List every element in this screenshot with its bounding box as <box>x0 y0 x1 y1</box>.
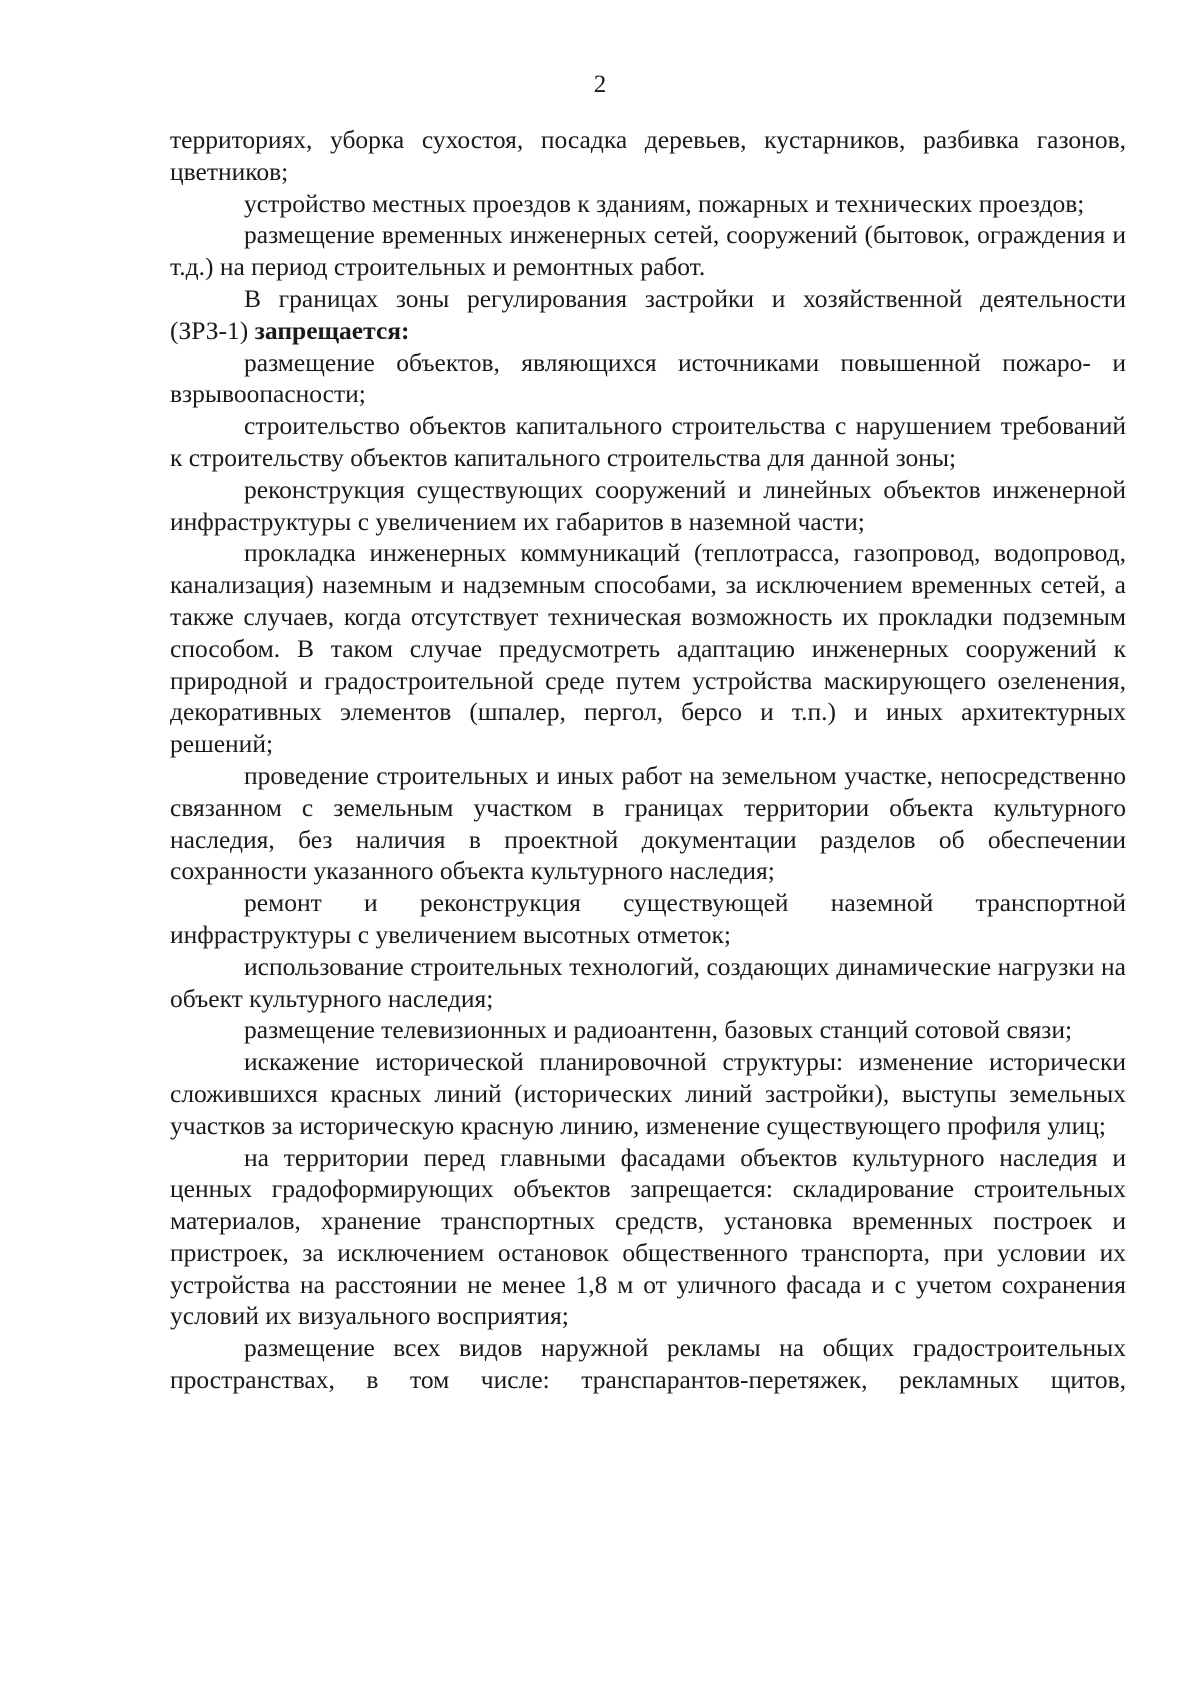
document-body <box>170 124 1126 1396</box>
paragraph-7: реконструкция существующих сооружений и линейных объектов инженерной инфраструктуры с увеличением их габаритов в наземной части; <box>170 474 1126 536</box>
paragraph-6: строительство объектов капитального строительства с нарушением требований к строительству объектов капитального строительства для данной зоны; <box>170 411 1126 472</box>
paragraph-8: прокладка инженерных коммуникаций (теплотрасса, газопровод, водопровод, канализация) наземным и надземным способами, за исключением временных сетей, а также случаев, когда отсутствует техническая возможность их прокладки подземным способом. В таком случае предусмотреть адаптацию инженерных сооружений к природной и градостроительной среде путем устройства маскирующего озеленения, декоративных элементов (шпалер, пергол, берсо и т.п.) и иных архитектурных решений; <box>170 538 1126 759</box>
paragraph-12: размещение телевизионных и радиоантенн, базовых станций сотовой связи; <box>244 1015 1073 1045</box>
paragraph-5: размещение объектов, являющихся источниками повышенной пожаро- и взрывоопасности; <box>170 347 1126 409</box>
paragraph-11: использование строительных технологий, создающих динамические нагрузки на объект культурного наследия; <box>170 951 1126 1013</box>
prohibited-heading: запрещается: <box>254 315 410 345</box>
paragraph-4 <box>170 283 1126 347</box>
paragraph-10: ремонт и реконструкция существующей наземной транспортной инфраструктуры с увеличением высотных отметок; <box>170 888 1126 949</box>
paragraph-1: территориях, уборка сухостоя, посадка деревьев, кустарников, разбивка газонов, цветников; <box>170 125 1126 186</box>
paragraph-14: на территории перед главными фасадами объектов культурного наследия и ценных градоформирующих объектов запрещается: складирование строительных материалов, хранение транспортных средств, установка временных построек и пристроек, за исключением остановок общественного транспорта, при условии их устройства на расстоянии не менее 1,8 м от уличного фасада и с учетом сохранения условий их визуального восприятия; <box>170 1142 1126 1331</box>
paragraph-3: размещение временных инженерных сетей, сооружений (бытовок, ограждения и т.д.) на период строительных и ремонтных работ. <box>170 220 1126 282</box>
paragraph-2: устройство местных проездов к зданиям, пожарных и технических проездов; <box>244 188 1085 218</box>
paragraph-9: проведение строительных и иных работ на земельном участке, непосредственно связанном с земельным участком в границах территории объекта культурного наследия, без наличия в проектной документации разделов об обеспечении сохранности указанного объекта культурного наследия; <box>170 760 1126 886</box>
paragraph-4-lead: В границах зоны регулирования застройки и хозяйственной деятельности (ЗРЗ-1) <box>170 283 1126 345</box>
paragraph-15: размещение всех видов наружной рекламы на общих градостроительных пространствах, в том числе: транспарантов-перетяжек, рекламных щитов, <box>170 1333 1126 1395</box>
paragraph-13: искажение исторической планировочной структуры: изменение исторически сложившихся красных линий (исторических линий застройки), выступы земельных участков за историческую красную линию, изменение существующего профиля улиц; <box>170 1047 1126 1140</box>
page-number: 2 <box>593 71 607 98</box>
